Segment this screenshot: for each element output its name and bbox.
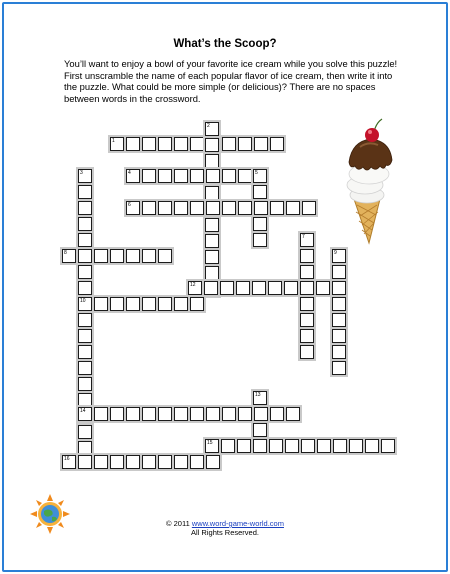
crossword-cell[interactable] xyxy=(253,185,267,199)
crossword-cell[interactable] xyxy=(190,201,204,215)
crossword-cell[interactable] xyxy=(270,137,284,151)
crossword-cell[interactable] xyxy=(238,137,252,151)
crossword-cell[interactable] xyxy=(222,169,236,183)
clue-number: 10 xyxy=(80,298,86,304)
crossword-cell[interactable] xyxy=(365,439,379,453)
crossword-cell[interactable] xyxy=(238,407,252,421)
crossword-cell[interactable] xyxy=(205,234,219,248)
crossword-cell[interactable] xyxy=(237,439,251,453)
clue-number: 9 xyxy=(334,250,337,256)
crossword-cell[interactable] xyxy=(62,249,76,263)
crossword-cell[interactable] xyxy=(253,217,267,231)
crossword-cell[interactable] xyxy=(142,249,156,263)
crossword-cell[interactable] xyxy=(349,439,363,453)
crossword-cell[interactable] xyxy=(78,265,92,279)
crossword-cell[interactable] xyxy=(221,439,235,453)
crossword-cell[interactable] xyxy=(142,169,156,183)
crossword-cell[interactable] xyxy=(252,281,266,295)
crossword-cell[interactable] xyxy=(270,201,284,215)
crossword-cell[interactable] xyxy=(254,137,268,151)
crossword-cell[interactable] xyxy=(381,439,395,453)
crossword-cell[interactable] xyxy=(142,137,156,151)
crossword-cell[interactable] xyxy=(94,297,108,311)
crossword-cell[interactable] xyxy=(238,201,252,215)
crossword-cell[interactable] xyxy=(78,329,92,343)
crossword-cell[interactable] xyxy=(302,201,316,215)
crossword-cell[interactable] xyxy=(300,345,314,359)
crossword-cell[interactable] xyxy=(94,407,108,421)
crossword-cell[interactable] xyxy=(158,407,172,421)
crossword-cell[interactable] xyxy=(205,439,219,453)
crossword-cell[interactable] xyxy=(300,265,314,279)
crossword-cell[interactable] xyxy=(269,439,283,453)
crossword-cell[interactable] xyxy=(238,169,252,183)
site-link[interactable]: www.word-game-world.com xyxy=(191,519,284,528)
clue-number: 2 xyxy=(207,123,210,129)
crossword-cell[interactable] xyxy=(300,249,314,263)
clue-number: 14 xyxy=(80,408,86,414)
crossword-cell[interactable] xyxy=(110,137,124,151)
clue-number: 7 xyxy=(302,234,305,240)
crossword-cell[interactable] xyxy=(78,407,92,421)
ice-cream-cone-icon xyxy=(338,115,398,245)
copyright-text: © 2011 xyxy=(166,519,190,528)
clue-number: 4 xyxy=(128,170,131,176)
crossword-cell[interactable] xyxy=(174,455,188,469)
crossword-cell[interactable] xyxy=(206,407,220,421)
crossword-cell[interactable] xyxy=(332,345,346,359)
clue-number: 3 xyxy=(80,170,83,176)
clue-number: 6 xyxy=(128,202,131,208)
crossword-cell[interactable] xyxy=(300,313,314,327)
crossword-cell[interactable] xyxy=(206,169,220,183)
crossword-cell[interactable] xyxy=(332,313,346,327)
crossword-cell[interactable] xyxy=(205,250,219,264)
crossword-cell[interactable] xyxy=(78,201,92,215)
crossword-cell[interactable] xyxy=(236,281,250,295)
crossword-cell[interactable] xyxy=(204,281,218,295)
footer xyxy=(0,519,450,537)
clue-number: 15 xyxy=(207,440,213,446)
crossword-cell[interactable] xyxy=(94,249,108,263)
crossword-cell[interactable] xyxy=(205,154,219,168)
crossword-cell[interactable] xyxy=(190,407,204,421)
clue-number: 16 xyxy=(64,456,70,462)
crossword-cell[interactable] xyxy=(284,281,298,295)
crossword-cell[interactable] xyxy=(190,455,204,469)
crossword-cell[interactable] xyxy=(78,425,92,439)
crossword-cell[interactable] xyxy=(78,393,92,407)
crossword-cell[interactable] xyxy=(270,407,284,421)
crossword-cell[interactable] xyxy=(126,249,140,263)
clue-number: 1 xyxy=(112,138,115,144)
crossword-cell[interactable] xyxy=(254,407,268,421)
crossword-cell[interactable] xyxy=(126,169,140,183)
clue-number: 5 xyxy=(255,170,258,176)
crossword-cell[interactable] xyxy=(110,297,124,311)
clue-number: 13 xyxy=(255,392,261,398)
crossword-cell[interactable] xyxy=(205,138,219,152)
crossword-cell[interactable] xyxy=(220,281,234,295)
crossword-cell[interactable] xyxy=(300,329,314,343)
crossword-cell[interactable] xyxy=(78,313,92,327)
crossword-cell[interactable] xyxy=(253,439,267,453)
crossword-cell[interactable] xyxy=(158,201,172,215)
crossword-cell[interactable] xyxy=(332,281,346,295)
crossword-cell[interactable] xyxy=(253,233,267,247)
crossword-cell[interactable] xyxy=(332,297,346,311)
crossword-cell[interactable] xyxy=(222,201,236,215)
crossword-cell[interactable] xyxy=(142,201,156,215)
crossword-cell[interactable] xyxy=(110,407,124,421)
crossword-cell[interactable] xyxy=(286,201,300,215)
crossword-cell[interactable] xyxy=(316,281,330,295)
crossword-cell[interactable] xyxy=(174,169,188,183)
rights-text: All Rights Reserved. xyxy=(191,528,259,537)
crossword-cell[interactable] xyxy=(190,169,204,183)
crossword-cell[interactable] xyxy=(206,201,220,215)
crossword-cell[interactable] xyxy=(285,439,299,453)
crossword-cell[interactable] xyxy=(78,345,92,359)
crossword-cell[interactable] xyxy=(94,455,108,469)
crossword-cell[interactable] xyxy=(286,407,300,421)
crossword-cell[interactable] xyxy=(78,377,92,391)
crossword-cell[interactable] xyxy=(110,455,124,469)
crossword-cell[interactable] xyxy=(190,137,204,151)
clue-number: 12 xyxy=(190,282,196,288)
crossword-cell[interactable] xyxy=(253,391,267,405)
crossword-cell[interactable] xyxy=(62,455,76,469)
crossword-cell[interactable] xyxy=(126,137,140,151)
crossword-cell[interactable] xyxy=(78,281,92,295)
crossword-cell[interactable] xyxy=(205,266,219,280)
crossword-cell[interactable] xyxy=(333,439,347,453)
crossword-cell[interactable] xyxy=(158,297,172,311)
crossword-cell[interactable] xyxy=(222,137,236,151)
crossword-cell[interactable] xyxy=(78,297,92,311)
crossword-cell[interactable] xyxy=(142,455,156,469)
crossword-cell[interactable] xyxy=(78,249,92,263)
crossword-cell[interactable] xyxy=(78,455,92,469)
crossword-cell[interactable] xyxy=(253,423,267,437)
clue-number: 8 xyxy=(64,250,67,256)
crossword-cell[interactable] xyxy=(142,407,156,421)
crossword-cell[interactable] xyxy=(205,218,219,232)
crossword-cell[interactable] xyxy=(174,201,188,215)
crossword-cell[interactable] xyxy=(222,407,236,421)
crossword-cell[interactable] xyxy=(174,297,188,311)
crossword-cell[interactable] xyxy=(206,455,220,469)
crossword-cell[interactable] xyxy=(174,137,188,151)
crossword-cell[interactable] xyxy=(174,407,188,421)
crossword-cell[interactable] xyxy=(205,186,219,200)
crossword-cell[interactable] xyxy=(332,265,346,279)
crossword-cell[interactable] xyxy=(110,249,124,263)
crossword-cell[interactable] xyxy=(188,281,202,295)
intro-text: You’ll want to enjoy a bowl of your favorite ice cream while you solve this puzzle! First unscramble the name of each popular flavor of ice cream, then write it into the puzzle. What could be more simple (or delicious)? There are no spaces between words in the crossword. xyxy=(64,58,398,104)
crossword-cell[interactable] xyxy=(332,249,346,263)
crossword-cell[interactable] xyxy=(253,169,267,183)
crossword-cell[interactable] xyxy=(332,329,346,343)
crossword-cell[interactable] xyxy=(78,441,92,455)
crossword-cell[interactable] xyxy=(300,281,314,295)
crossword-cell[interactable] xyxy=(142,297,156,311)
crossword-cell[interactable] xyxy=(126,455,140,469)
crossword-cell[interactable] xyxy=(300,297,314,311)
crossword-cell[interactable] xyxy=(78,185,92,199)
crossword-cell[interactable] xyxy=(158,169,172,183)
crossword-cell[interactable] xyxy=(78,169,92,183)
crossword-cell[interactable] xyxy=(126,407,140,421)
crossword-cell[interactable] xyxy=(332,361,346,375)
crossword-cell[interactable] xyxy=(78,361,92,375)
crossword-cell[interactable] xyxy=(126,297,140,311)
crossword-cell[interactable] xyxy=(301,439,315,453)
crossword-cell[interactable] xyxy=(158,249,172,263)
crossword-cell[interactable] xyxy=(190,297,204,311)
crossword-cell[interactable] xyxy=(158,137,172,151)
crossword-cell[interactable] xyxy=(78,233,92,247)
crossword-cell[interactable] xyxy=(205,122,219,136)
crossword-cell[interactable] xyxy=(317,439,331,453)
crossword-cell[interactable] xyxy=(300,233,314,247)
crossword-cell[interactable] xyxy=(126,201,140,215)
page-title: What’s the Scoop? xyxy=(173,38,277,50)
crossword-cell[interactable] xyxy=(254,201,268,215)
crossword-cell[interactable] xyxy=(78,217,92,231)
crossword-cell[interactable] xyxy=(158,455,172,469)
crossword-cell[interactable] xyxy=(268,281,282,295)
